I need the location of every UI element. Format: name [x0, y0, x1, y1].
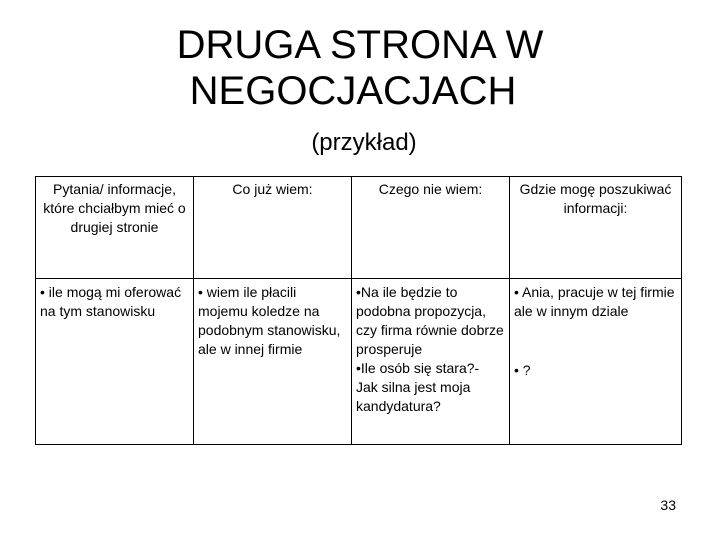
slide-subtitle: (przykład): [311, 129, 417, 156]
slide-title-line-1: DRUGA STRONA W: [176, 23, 544, 67]
list-item: •Na ile będzie to podobna propozycja, czy firma równie dobrze prosperuje: [356, 284, 504, 357]
cell-known: [194, 279, 352, 445]
list-item: • ile mogą mi oferować na tym stanowisku: [40, 284, 182, 319]
negotiation-table: [35, 176, 682, 445]
cell-questions: [36, 279, 194, 445]
list-item: • wiem ile płacili mojemu koledze na podobnym stanowisku, ale w innej firmie: [198, 284, 341, 357]
list-item: •Ile osób się stara?- Jak silna jest moja kandydatura?: [356, 360, 480, 414]
slide-title-line-2: NEGOCJACJACH: [189, 69, 517, 113]
list-item: • Ania, pracuje w tej firmie ale w innym dziale: [514, 284, 675, 319]
page-number: 33: [660, 497, 676, 513]
header-questions: Pytania/ informacje, które chciałbym mieć o drugiej stronie: [36, 177, 194, 279]
slide-title: [0, 22, 720, 114]
cell-sources: [510, 279, 682, 445]
cell-unknown: [352, 279, 510, 445]
table-row: [36, 279, 682, 445]
header-known: Co już wiem:: [194, 177, 352, 279]
list-item: • ?: [514, 362, 531, 378]
header-unknown: Czego nie wiem:: [352, 177, 510, 279]
table-header-row: [36, 177, 682, 279]
header-sources: Gdzie mogę poszukiwać informacji:: [510, 177, 682, 279]
